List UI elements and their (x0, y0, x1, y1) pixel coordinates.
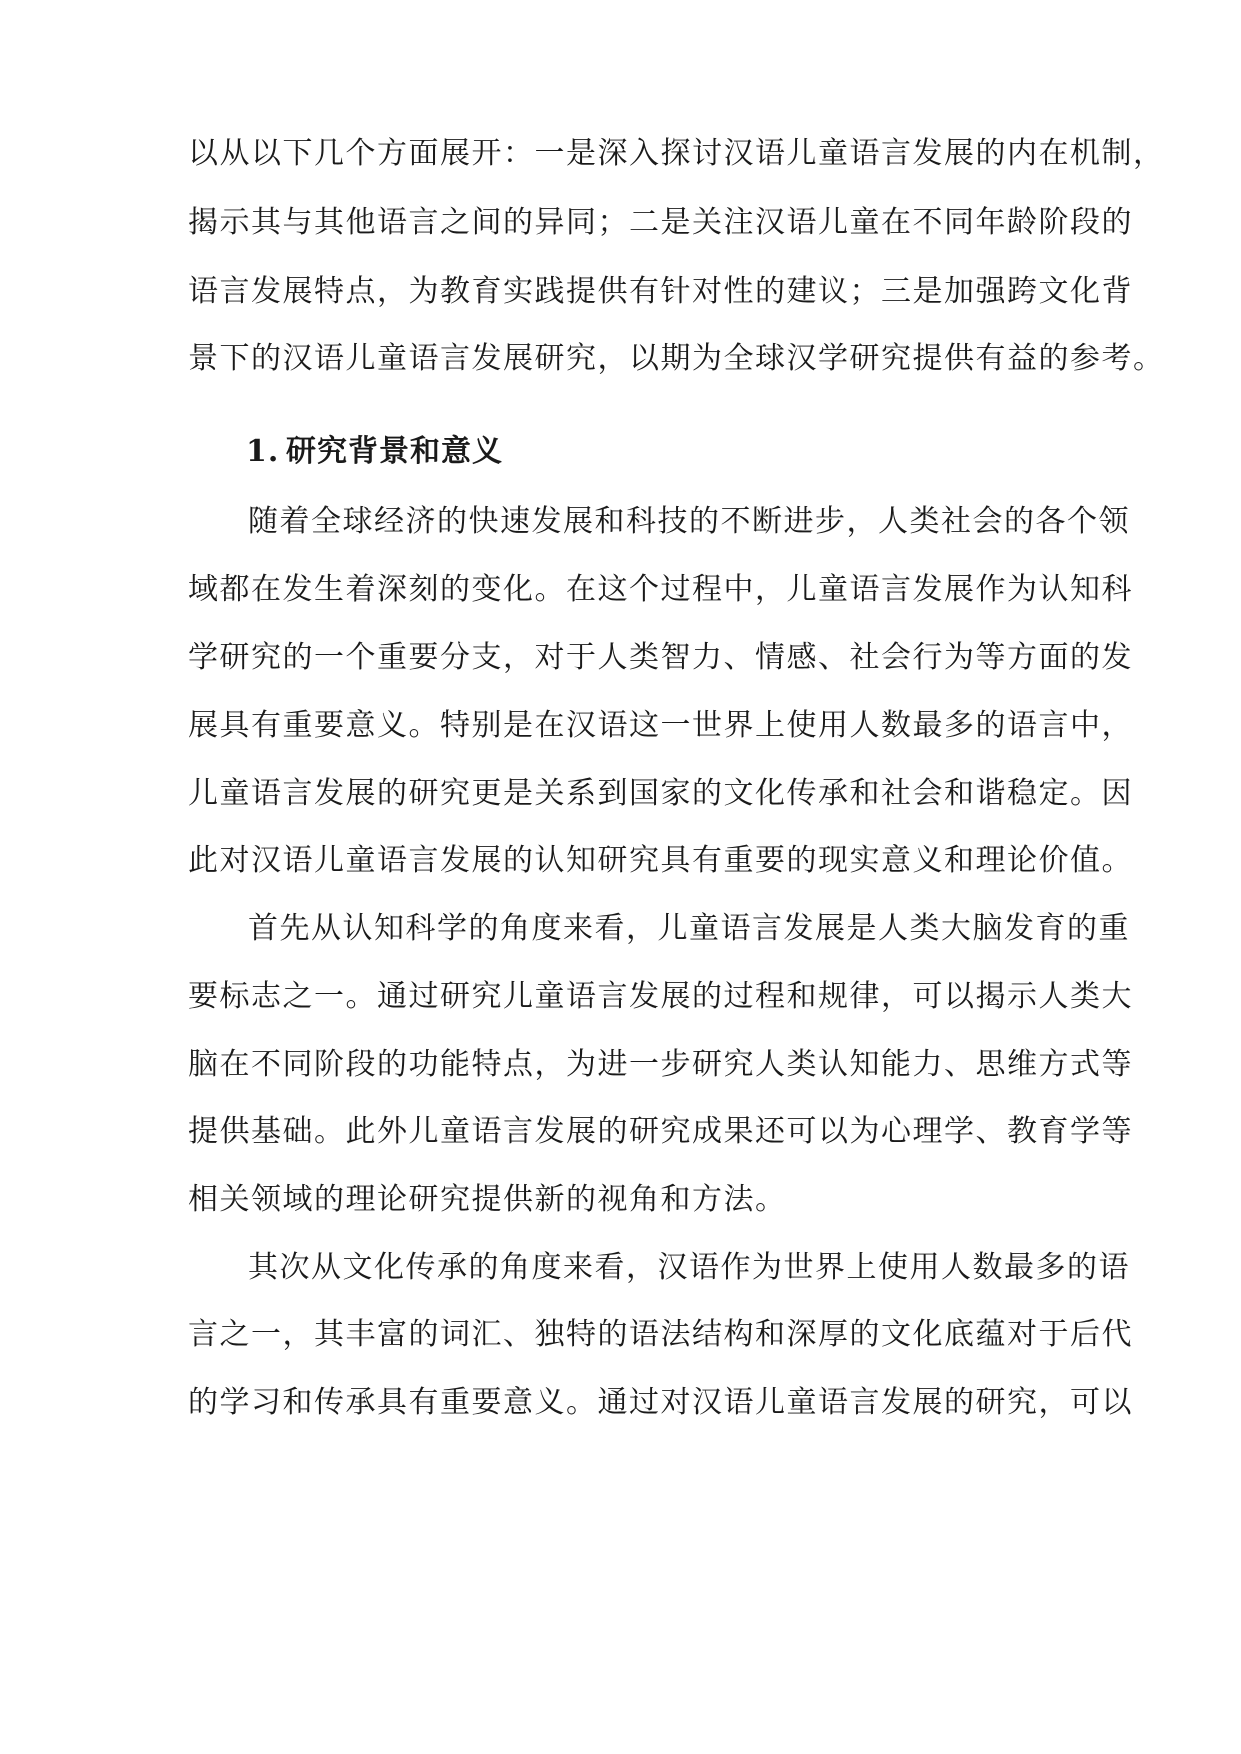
text-line: 言之一，其丰富的词汇、独特的语法结构和深厚的文化底蕴对于后代 (188, 1317, 1133, 1352)
text-line: 相关领域的理论研究提供新的视角和方法。 (188, 1182, 787, 1217)
text-line: 展具有重要意义。特别是在汉语这一世界上使用人数最多的语言中， (188, 708, 1133, 743)
text-line: 景下的汉语儿童语言发展研究，以期为全球汉学研究提供有益的参考。 (188, 341, 1165, 376)
text-line: 提供基础。此外儿童语言发展的研究成果还可以为心理学、教育学等 (188, 1114, 1133, 1149)
text-line: 域都在发生着深刻的变化。在这个过程中，儿童语言发展作为认知科 (188, 572, 1133, 607)
text-line: 脑在不同阶段的功能特点，为进一步研究人类认知能力、思维方式等 (188, 1047, 1133, 1082)
section-title: 研究背景和意义 (286, 434, 503, 469)
text-line: 随着全球经济的快速发展和科技的不断进步，人类社会的各个领 (248, 504, 1130, 539)
text-line: 儿童语言发展的研究更是关系到国家的文化传承和社会和谐稳定。因 (188, 776, 1133, 811)
text-line: 要标志之一。通过研究儿童语言发展的过程和规律，可以揭示人类大 (188, 979, 1133, 1014)
text-line: 语言发展特点，为教育实践提供有针对性的建议；三是加强跨文化背 (188, 274, 1133, 309)
text-line: 其次从文化传承的角度来看，汉语作为世界上使用人数最多的语 (248, 1250, 1130, 1285)
text-line: 学研究的一个重要分支，对于人类智力、情感、社会行为等方面的发 (188, 640, 1133, 675)
text-line: 的学习和传承具有重要意义。通过对汉语儿童语言发展的研究，可以 (188, 1385, 1133, 1420)
section-heading (246, 432, 503, 472)
text-line: 揭示其与其他语言之间的异同；二是关注汉语儿童在不同年龄阶段的 (188, 205, 1133, 240)
text-line: 此对汉语儿童语言发展的认知研究具有重要的现实意义和理论价值。 (188, 843, 1133, 878)
text-line: 以从以下几个方面展开：一是深入探讨汉语儿童语言发展的内在机制， (188, 136, 1165, 171)
text-line: 首先从认知科学的角度来看，儿童语言发展是人类大脑发育的重 (248, 911, 1130, 946)
section-number: 1. (246, 434, 280, 469)
